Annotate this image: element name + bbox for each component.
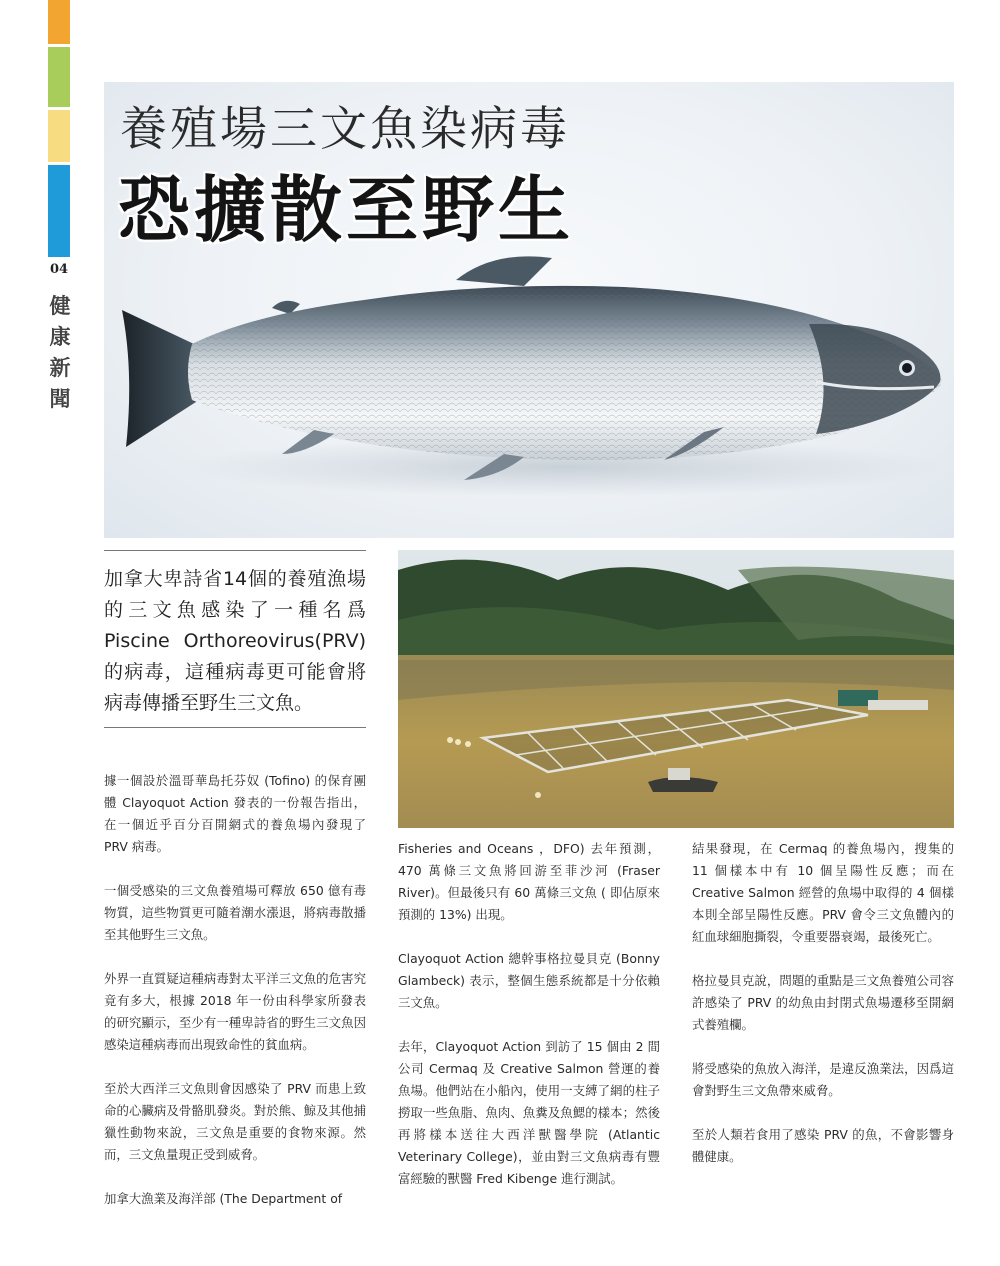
article-column-1 [104, 770, 366, 1232]
fish-farm-photo [398, 550, 954, 828]
paragraph: 一個受感染的三文魚養殖場可釋放 650 億有毒物質，這些物質更可隨着潮水漲退，將病毒散播至其他野生三文魚。 [104, 883, 366, 942]
color-strip-orange [48, 0, 70, 44]
color-strip-yellow [48, 110, 70, 162]
paragraph: 至於人類若食用了感染 PRV 的魚，不會影響身體健康。 [692, 1127, 954, 1164]
section-char: 聞 [49, 386, 71, 411]
paragraph: 據一個設於溫哥華島托芬奴 (Tofino) 的保育團體 Clayoquot Action 發表的一份報告指出，在一個近乎百分百開網式的養魚場內發現了 PRV 病毒。 [104, 773, 366, 854]
article-column-3 [692, 838, 954, 1190]
page-number: 04 [49, 262, 69, 277]
color-strip-blue [48, 165, 70, 257]
section-char: 康 [49, 324, 71, 349]
paragraph: 至於大西洋三文魚則會因感染了 PRV 而患上致命的心臟病及骨骼肌發炎。對於熊、鯨及其他捕獵性動物來說，三文魚是重要的食物來源。然而，三文魚量現正受到威脅。 [104, 1081, 366, 1162]
headline-line1: 養殖場三文魚染病毒 [120, 102, 570, 157]
paragraph: Clayoquot Action 總幹事格拉曼貝克 (Bonny Glambeck) 表示，整個生態系統都是十分依賴三文魚。 [398, 951, 660, 1010]
section-char: 健 [49, 293, 71, 318]
paragraph: 將受感染的魚放入海洋，是違反漁業法，因爲這會對野生三文魚帶來威脅。 [692, 1061, 954, 1098]
color-strip-green [48, 47, 70, 107]
fish-farm-illustration [398, 550, 954, 828]
paragraph: 結果發現，在 Cermaq 的養魚場內，搜集的 11 個樣本中有 10 個呈陽性反應；而在 Creative Salmon 經營的魚場中取得的 4 個樣本則全部呈陽性反應。PRV 會令三文魚體內的紅血球細胞撕裂，令重要器衰竭，最後死亡。 [692, 841, 954, 944]
paragraph: Fisheries and Oceans ，DFO) 去年預測， 470 萬條三文魚將回游至菲沙河 (Fraser River)。但最後只有 60 萬條三文魚 ( 即佔原來預測的 13%) 出現。 [398, 841, 660, 922]
lead-top-rule [104, 550, 366, 551]
section-char: 新 [49, 355, 71, 380]
paragraph: 去年，Clayoquot Action 到訪了 15 個由 2 間公司 Cermaq 及 Creative Salmon 營運的養魚場。他們站在小船內，使用一支縛了網的柱子撈取一些魚脂、魚肉、魚糞及魚鰓的樣本；然後再將樣本送往大西洋獸醫學院 (Atlantic Veterinary College)，並由對三文魚病毒有豐富經驗的獸醫 Fred Kibenge 進行測試。 [398, 1039, 660, 1186]
section-label [49, 290, 71, 414]
lead-paragraph: 加拿大卑詩省14個的養殖漁場的三文魚感染了一種名爲Piscine Orthoreovirus(PRV)的病毒，這種病毒更可能會將病毒傳播至野生三文魚。 [104, 568, 366, 714]
headline-line2: 恐擴散至野生 [118, 168, 575, 252]
article-column-2 [398, 838, 660, 1212]
lead-bottom-rule [104, 727, 366, 728]
paragraph: 格拉曼貝克說，問題的重點是三文魚養殖公司容許感染了 PRV 的幼魚由封閉式魚場遷移至開網式養殖欄。 [692, 973, 954, 1032]
paragraph: 外界一直質疑這種病毒對太平洋三文魚的危害究竟有多大，根據 2018 年一份由科學家所發表的研究顯示，至少有一種卑詩省的野生三文魚因感染這種病毒而出現致命性的貧血病。 [104, 971, 366, 1052]
paragraph: 加拿大漁業及海洋部 (The Department of [104, 1191, 343, 1206]
